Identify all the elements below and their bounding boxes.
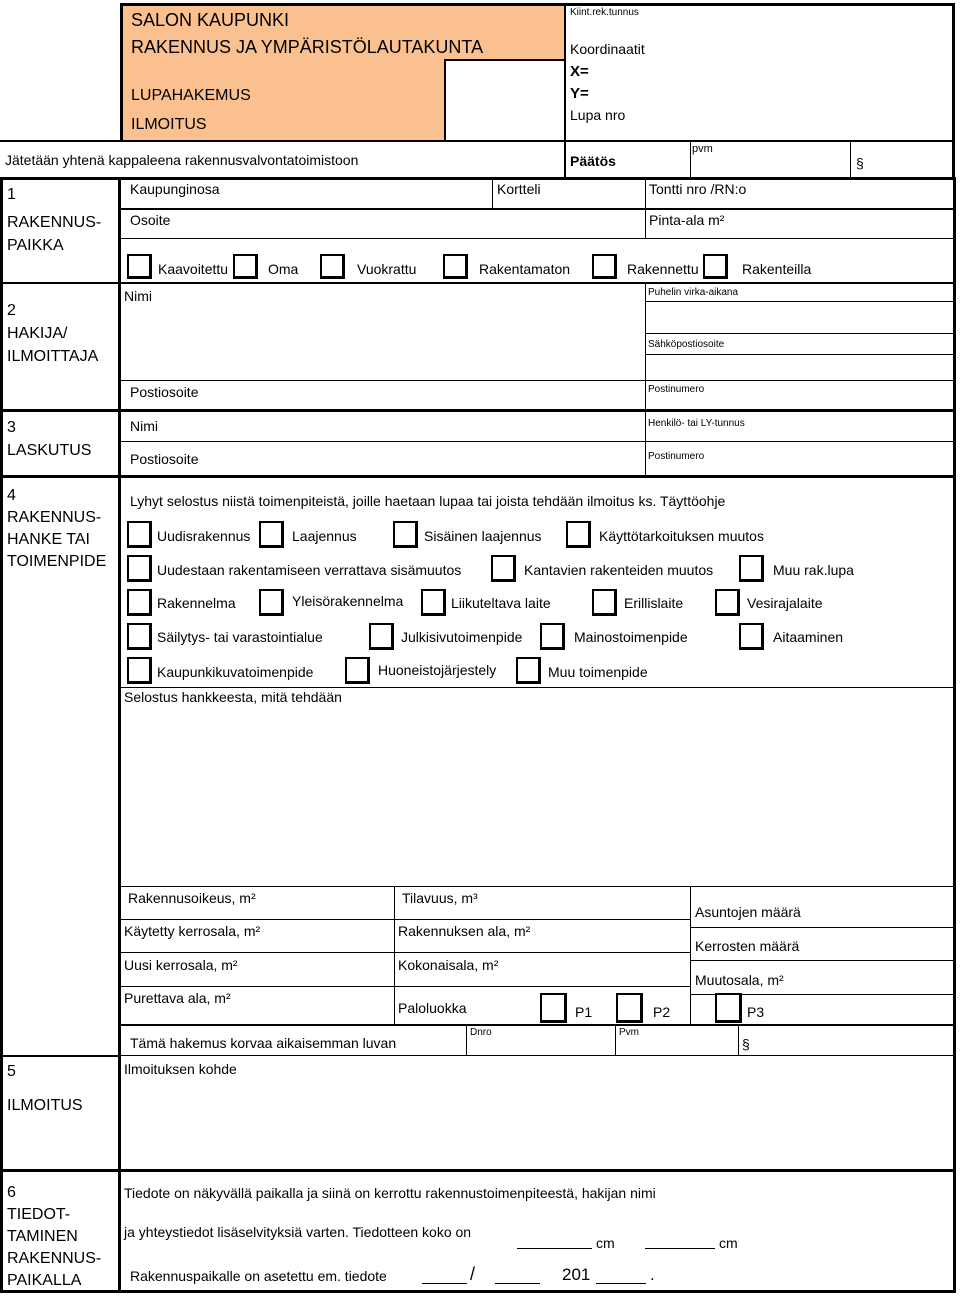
kaytetty-kerrosala-label: Käytetty kerrosala, m²	[124, 923, 261, 939]
section-1-title-line2: PAIKKA	[7, 237, 64, 254]
rakentamaton-checkbox[interactable]	[443, 254, 468, 279]
yleisorakennelma-label: Yleisörakennelma	[292, 593, 404, 609]
muu-toimenpide-label: Muu toimenpide	[548, 664, 648, 680]
p3-checkbox[interactable]	[715, 993, 742, 1023]
sahkoposti-field[interactable]	[648, 356, 950, 379]
rakennusoikeus-field[interactable]	[270, 889, 390, 917]
section-1-number: 1	[7, 186, 16, 203]
submission-note: Jätetään yhtenä kappaleena rakennusvalvontatoimistoon	[5, 152, 359, 168]
muu-rak-lupa-label: Muu rak.lupa	[773, 562, 854, 578]
liikuteltava-laite-checkbox[interactable]	[421, 589, 446, 616]
tiedote-year-field[interactable]	[596, 1267, 646, 1284]
section-2-title-line2: ILMOITTAJA	[7, 348, 99, 365]
dnro-label: Dnro	[470, 1027, 492, 1038]
board-name: RAKENNUS JA YMPÄRISTÖLAUTAKUNTA	[131, 37, 484, 57]
laajennus-checkbox[interactable]	[259, 521, 284, 548]
hakija-postiosoite-label: Postiosoite	[130, 384, 199, 400]
aitaaminen-label: Aitaaminen	[773, 629, 844, 645]
puhelin-label: Puhelin virka-aikana	[648, 287, 739, 298]
osoite-field[interactable]	[124, 226, 642, 238]
korvaa-paragraph-field[interactable]	[755, 1030, 950, 1054]
tiedote-day-field[interactable]	[422, 1267, 467, 1284]
julkisivu-checkbox[interactable]	[369, 623, 394, 650]
uusi-kerrosala-field[interactable]	[250, 954, 390, 984]
section-2-number: 2	[7, 302, 16, 319]
form-type-lupahakemus: LUPAHAKEMUS	[131, 87, 251, 104]
tiedote-year-prefix: 201	[562, 1265, 591, 1284]
vesirajalaite-checkbox[interactable]	[715, 589, 740, 616]
toimenpide-intro: Lyhyt selostus niistä toimenpiteistä, joille haetaan lupaa tai joista tehdään ilmoitus ks. Täyttöohje	[130, 493, 726, 509]
x-coordinate-label: X=	[570, 63, 589, 80]
hakija-postinumero-field[interactable]	[710, 383, 950, 407]
section-4-title-line2: HANKE TAI	[7, 531, 90, 548]
tiedote-line2: ja yhteystiedot lisäselvityksiä varten. Tiedotteen koko on	[124, 1224, 472, 1240]
p1-label: P1	[575, 1004, 593, 1020]
muu-toimenpide-checkbox[interactable]	[516, 657, 541, 684]
muu-rak-lupa-checkbox[interactable]	[739, 555, 764, 582]
korvaa-pvm-field[interactable]	[619, 1040, 734, 1054]
section-3-title: LASKUTUS	[7, 442, 92, 459]
koordinaatit-label: Koordinaatit	[570, 41, 645, 57]
sailytys-checkbox[interactable]	[127, 623, 152, 650]
section-6-number: 6	[7, 1184, 16, 1201]
kerrosten-maara-label: Kerrosten määrä	[695, 938, 800, 954]
muutosala-label: Muutosala, m²	[695, 972, 784, 988]
sisainen-laajennus-checkbox[interactable]	[393, 521, 418, 548]
rakenteilla-checkbox[interactable]	[703, 254, 728, 279]
tiedote-line3: Rakennuspaikalle on asetettu em. tiedote	[130, 1268, 387, 1284]
selostus-textarea[interactable]	[123, 708, 953, 887]
liikuteltava-laite-label: Liikuteltava laite	[451, 595, 551, 611]
kiint-rek-label: Kiint.rek.tunnus	[570, 7, 639, 18]
tiedote-height-field[interactable]	[645, 1232, 715, 1249]
erillislaite-label: Erillislaite	[624, 595, 684, 611]
huoneistojarjestely-label: Huoneistojärjestely	[378, 662, 497, 678]
paatos-pvm-label: pvm	[692, 143, 713, 155]
kokonaisala-field[interactable]	[510, 954, 685, 984]
paatos-paragraph-field[interactable]	[868, 150, 950, 175]
hakija-nimi-label: Nimi	[124, 288, 152, 304]
julkisivu-label: Julkisivutoimenpide	[401, 629, 523, 645]
uusi-kerrosala-label: Uusi kerrosala, m²	[124, 957, 238, 973]
korvaa-pvm-label: Pvm	[619, 1027, 639, 1038]
header-white-box	[444, 59, 564, 141]
kaytetty-kerrosala-field[interactable]	[270, 921, 390, 950]
pinta-ala-label: Pinta-ala m²	[649, 212, 725, 228]
kiint-rek-field[interactable]	[650, 7, 950, 37]
purettava-ala-field[interactable]	[250, 988, 390, 1022]
uudisrakennus-checkbox[interactable]	[127, 521, 152, 548]
purettava-ala-label: Purettava ala, m²	[124, 990, 231, 1006]
lupa-nro-label: Lupa nro	[570, 107, 626, 123]
tiedote-width-field[interactable]	[517, 1232, 592, 1249]
section-3-number: 3	[7, 419, 16, 436]
rakenteilla-label: Rakenteilla	[742, 261, 812, 277]
section-6-title-line4: PAIKALLA	[7, 1272, 82, 1289]
korvaa-paragraph-sign: §	[742, 1036, 750, 1052]
kerrosten-maara-field[interactable]	[810, 930, 950, 958]
section-6-title-line1: TIEDOT-	[7, 1206, 71, 1223]
p2-label: P2	[653, 1004, 671, 1020]
korvaa-label: Tämä hakemus korvaa aikaisemman luvan	[130, 1035, 397, 1051]
form-type-ilmoitus: ILMOITUS	[131, 116, 207, 133]
laskutus-postiosoite-field[interactable]	[210, 444, 640, 474]
tilavuus-label: Tilavuus, m³	[402, 890, 478, 906]
yleisorakennelma-checkbox[interactable]	[259, 589, 284, 616]
ly-tunnus-field[interactable]	[755, 414, 950, 440]
aitaaminen-checkbox[interactable]	[739, 623, 764, 650]
section-1-title-line1: RAKENNUS-	[7, 214, 102, 231]
section-4-title-line3: TOIMENPIDE	[7, 553, 107, 570]
rakennuksen-ala-field[interactable]	[540, 921, 685, 950]
p2-checkbox[interactable]	[616, 993, 643, 1023]
oma-checkbox[interactable]	[233, 254, 258, 279]
laskutus-postinumero-field[interactable]	[710, 444, 950, 474]
lupa-nro-field[interactable]	[640, 106, 950, 138]
tiedote-cm2-label: cm	[719, 1235, 738, 1251]
sahkoposti-label: Sähköpostiosoite	[648, 339, 725, 350]
rakentamaton-label: Rakentamaton	[479, 261, 571, 277]
tontti-label: Tontti nro /RN:o	[649, 181, 747, 197]
asuntojen-maara-field[interactable]	[810, 897, 950, 925]
dnro-field[interactable]	[470, 1040, 610, 1054]
selostus-label: Selostus hankkeesta, mitä tehdään	[124, 689, 342, 705]
section-6-title-line2: TAMINEN	[7, 1228, 78, 1245]
puhelin-field[interactable]	[648, 303, 950, 332]
mainos-label: Mainostoimenpide	[574, 629, 688, 645]
kaupunkikuva-label: Kaupunkikuvatoimenpide	[157, 664, 314, 680]
rakennelma-checkbox[interactable]	[127, 589, 152, 616]
muutosala-field[interactable]	[800, 963, 950, 992]
ilmoituksen-kohde-label: Ilmoituksen kohde	[124, 1061, 237, 1077]
y-coordinate-label: Y=	[570, 85, 589, 102]
erillislaite-checkbox[interactable]	[592, 589, 617, 616]
tiedote-cm1-label: cm	[596, 1235, 615, 1251]
rakennuksen-ala-label: Rakennuksen ala, m²	[398, 923, 531, 939]
uudisrakennus-label: Uudisrakennus	[157, 528, 251, 544]
section-6-title-line3: RAKENNUS-	[7, 1250, 102, 1267]
laajennus-label: Laajennus	[292, 528, 357, 544]
tiedote-month-field[interactable]	[495, 1267, 540, 1284]
kantavien-label: Kantavien rakenteiden muutos	[524, 562, 714, 578]
section-5-title: ILMOITUS	[7, 1097, 83, 1114]
paatos-label: Päätös	[570, 153, 616, 169]
hakija-nimi-field[interactable]	[124, 306, 642, 378]
rakennettu-checkbox[interactable]	[592, 254, 617, 279]
asuntojen-maara-label: Asuntojen määrä	[695, 904, 801, 920]
laskutus-nimi-field[interactable]	[170, 414, 640, 440]
tiedote-end-dot: .	[650, 1265, 655, 1284]
y-coordinate-field[interactable]	[600, 84, 950, 104]
uudestaan-label: Uudestaan rakentamiseen verrattava sisämuutos	[157, 562, 462, 578]
section-4-number: 4	[7, 487, 16, 504]
paatos-paragraph-sign: §	[856, 155, 864, 171]
sailytys-label: Säilytys- tai varastointialue	[157, 629, 323, 645]
kaavoitettu-label: Kaavoitettu	[158, 261, 229, 277]
kantavien-checkbox[interactable]	[491, 555, 516, 582]
kaupunkikuva-checkbox[interactable]	[127, 657, 152, 684]
hakija-postinumero-label: Postinumero	[648, 384, 705, 395]
hakija-postiosoite-field[interactable]	[230, 383, 640, 407]
tontti-field[interactable]	[648, 196, 950, 208]
oma-label: Oma	[268, 261, 299, 277]
huoneistojarjestely-checkbox[interactable]	[345, 657, 370, 684]
kaupunginosa-label: Kaupunginosa	[130, 181, 220, 197]
laskutus-postiosoite-label: Postiosoite	[130, 451, 199, 467]
vuokrattu-checkbox[interactable]	[320, 254, 345, 279]
paloluokka-label: Paloluokka	[398, 1000, 467, 1016]
rakennettu-label: Rakennettu	[627, 261, 699, 277]
tilavuus-field[interactable]	[490, 889, 685, 917]
ilmoituksen-kohde-textarea[interactable]	[123, 1080, 953, 1170]
tiedote-slash: /	[470, 1264, 476, 1284]
paatos-pvm-field[interactable]	[692, 156, 847, 176]
p3-label: P3	[747, 1004, 765, 1020]
kortteli-field[interactable]	[495, 196, 643, 208]
osoite-label: Osoite	[130, 212, 171, 228]
section-5-number: 5	[7, 1063, 16, 1080]
vesirajalaite-label: Vesirajalaite	[747, 595, 823, 611]
vuokrattu-label: Vuokrattu	[357, 261, 417, 277]
laskutus-nimi-label: Nimi	[130, 418, 158, 434]
tiedote-line1: Tiedote on näkyvällä paikalla ja siinä on kerrottu rakennustoimenpiteestä, hakijan nimi	[124, 1185, 656, 1201]
laskutus-postinumero-label: Postinumero	[648, 451, 705, 462]
sisainen-laajennus-label: Sisäinen laajennus	[424, 528, 542, 544]
rakennusoikeus-label: Rakennusoikeus, m²	[128, 890, 256, 906]
org-name: SALON KAUPUNKI	[131, 10, 290, 30]
ly-tunnus-label: Henkilö- tai LY-tunnus	[648, 418, 745, 429]
mainos-checkbox[interactable]	[540, 623, 565, 650]
kaavoitettu-checkbox[interactable]	[127, 254, 152, 279]
section-4-title-line1: RAKENNUS-	[7, 509, 102, 526]
uudestaan-checkbox[interactable]	[127, 555, 152, 582]
section-2-title-line1: HAKIJA/	[7, 325, 68, 342]
kortteli-label: Kortteli	[497, 181, 541, 197]
rakennelma-label: Rakennelma	[157, 595, 236, 611]
p1-checkbox[interactable]	[540, 993, 567, 1023]
kayttotarkoitus-label: Käyttötarkoituksen muutos	[599, 528, 764, 544]
pinta-ala-field[interactable]	[648, 226, 950, 238]
kaupunginosa-field[interactable]	[124, 196, 490, 208]
kayttotarkoitus-checkbox[interactable]	[566, 521, 591, 548]
x-coordinate-field[interactable]	[600, 62, 950, 82]
kokonaisala-label: Kokonaisala, m²	[398, 957, 499, 973]
